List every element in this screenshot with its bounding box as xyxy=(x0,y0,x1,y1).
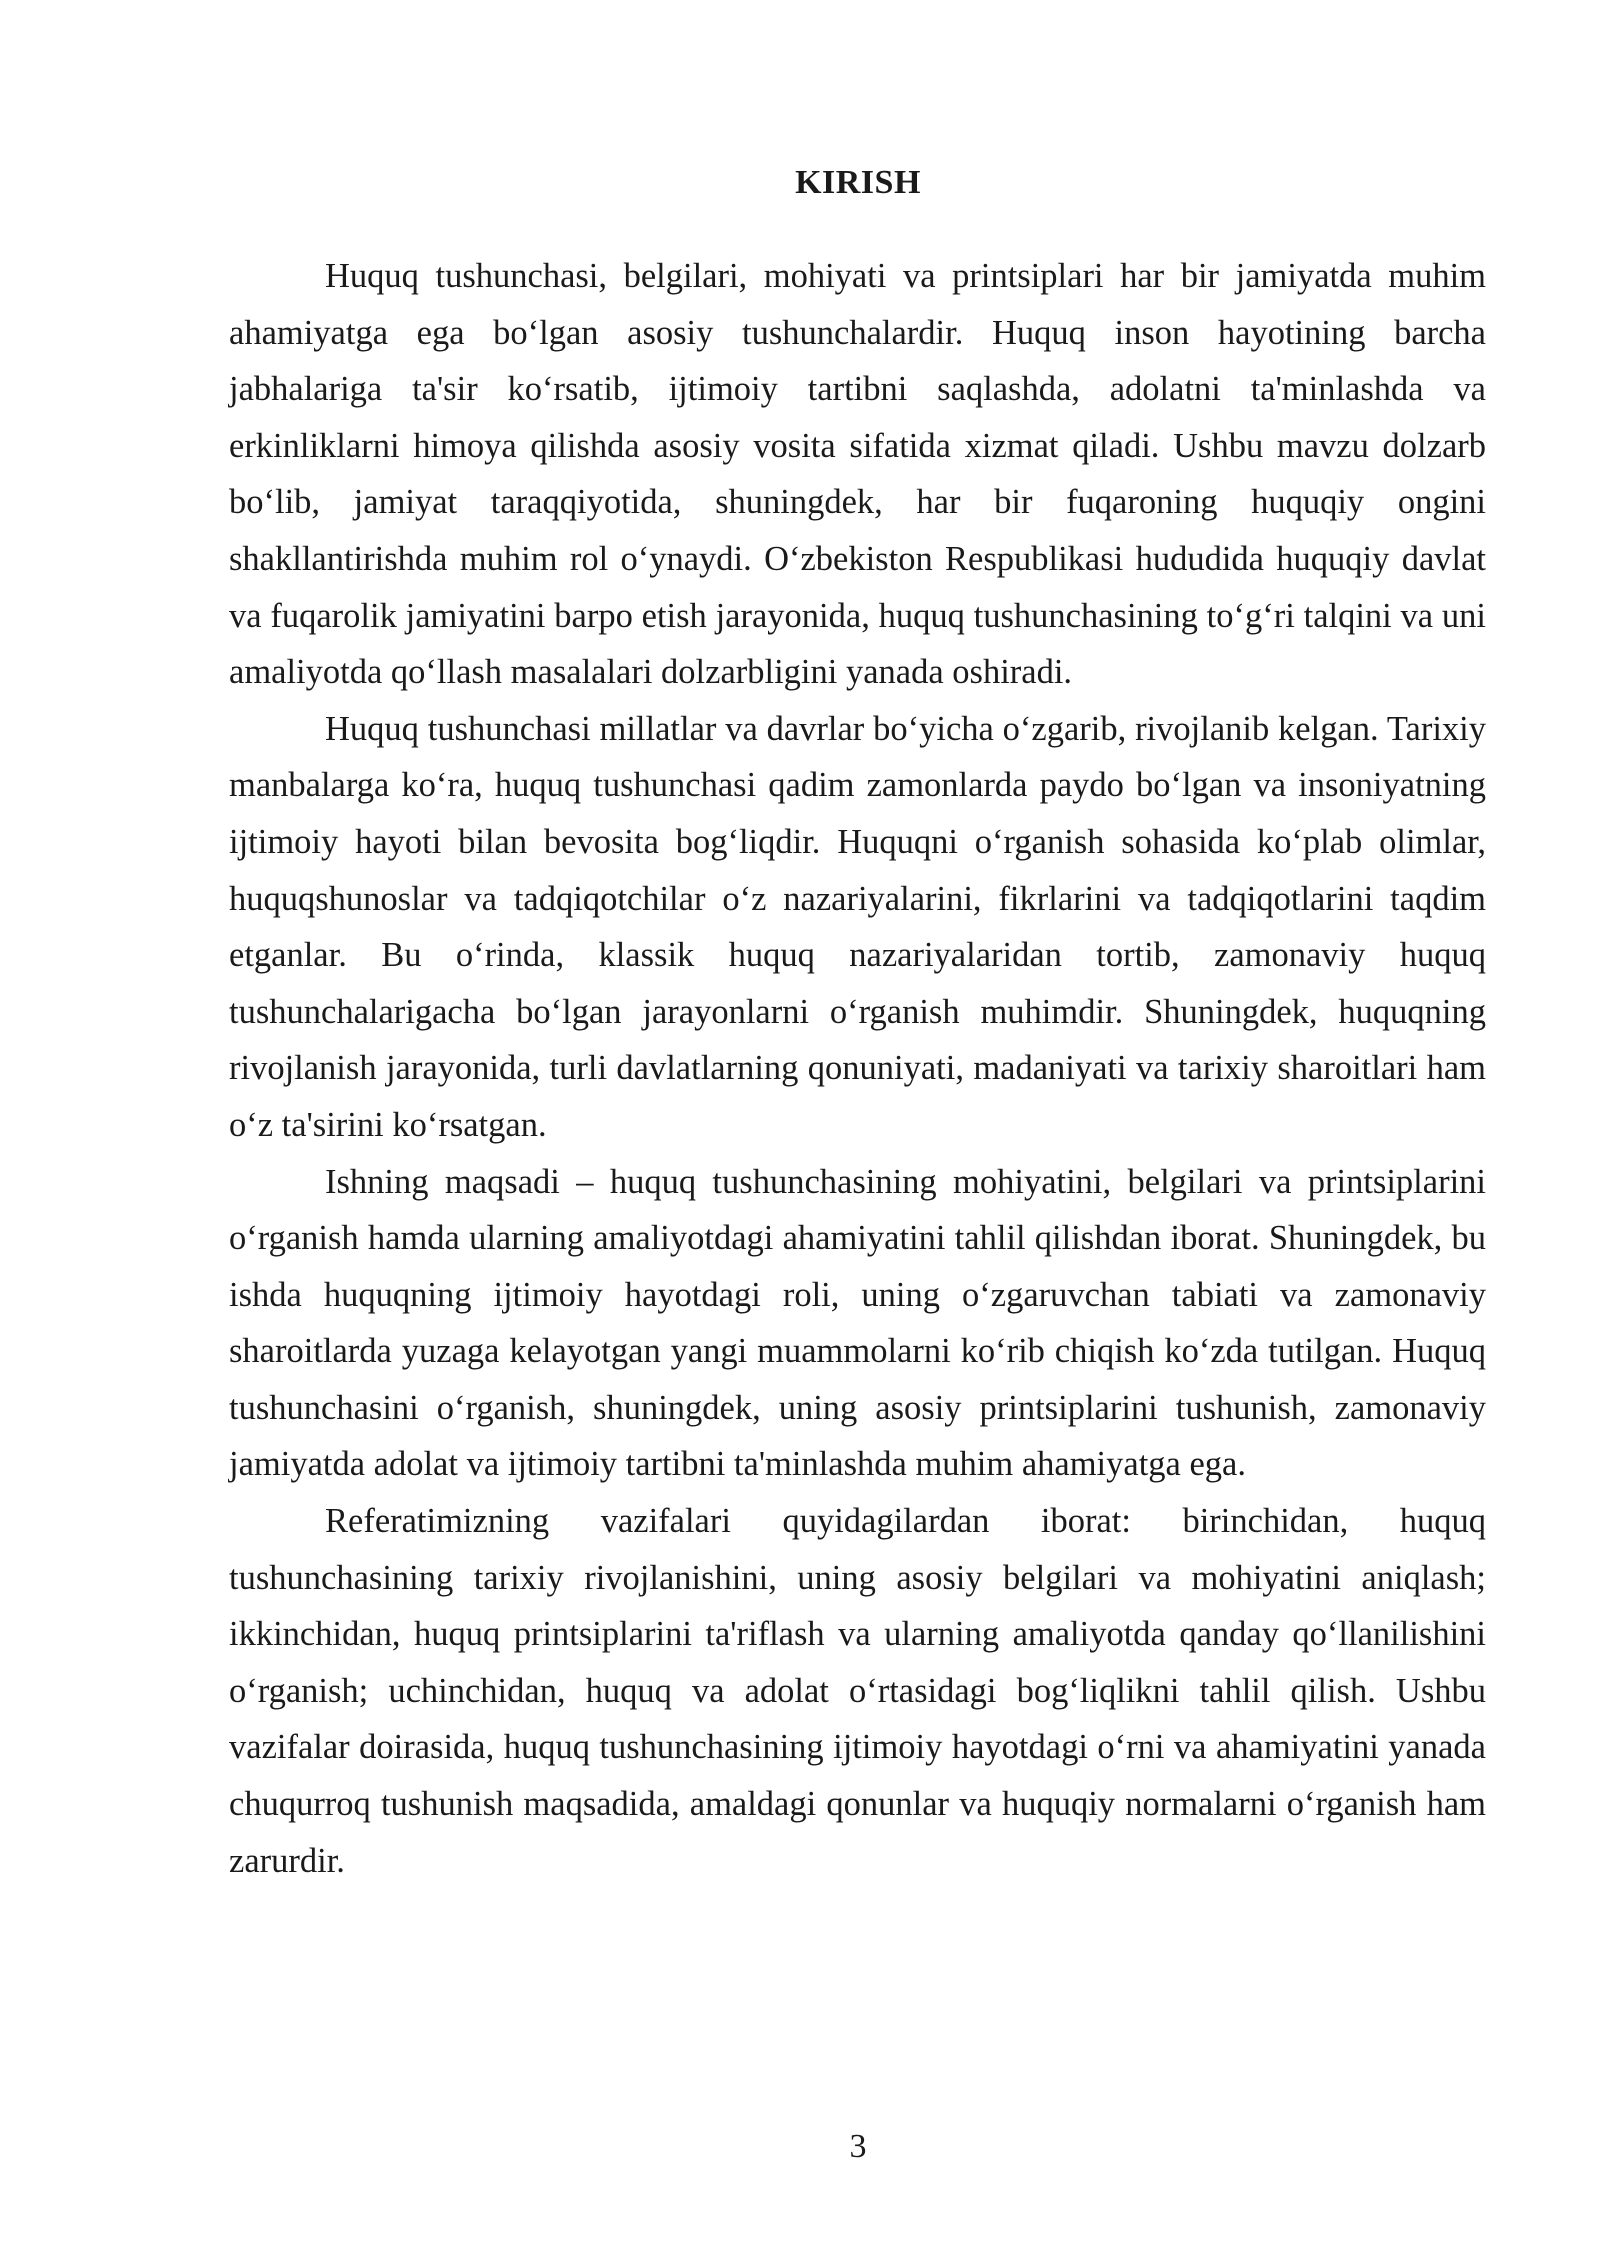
page-number: 3 xyxy=(849,2128,867,2165)
page-title: KIRISH xyxy=(795,164,921,201)
body-text xyxy=(229,248,1486,1889)
paragraph-tasks: Referatimizning vazifalari quyidagilardan iborat: birinchidan, huquq tushunchasining tarixiy rivojlanishini, uning asosiy belgilari va mohiyatini aniqlash; ikkinchidan, huquq printsiplarini ta'riflash va ularning amaliyotda qanday qo‘llanilishini o‘rganish; uchinchidan, huquq va adolat o‘rtasidagi bog‘liqlikni tahlil qilish. Ushbu vazifalar doirasida, huquq tushunchasining ijtimoiy hayotdagi o‘rni va ahamiyatini yanada chuqurroq tushunish maqsadida, amaldagi qonunlar va huquqiy normalarni o‘rganish ham zarurdir. xyxy=(229,1502,1486,1880)
paragraph-goal: Ishning maqsadi – huquq tushunchasining mohiyatini, belgilari va printsiplarini o‘rganish hamda ularning amaliyotdagi ahamiyatini tahlil qilishdan iborat. Shuningdek, bu ishda huquqning ijtimoiy hayotdagi roli, uning o‘zgaruvchan tabiati va zamonaviy sharoitlarda yuzaga kelayotgan yangi muammolarni ko‘rib chiqish ko‘zda tutilgan. Huquq tushunchasini o‘rganish, shuningdek, uning asosiy printsiplarini tushunish, zamonaviy jamiyatda adolat va ijtimoiy tartibni ta'minlashda muhim ahamiyatga ega. xyxy=(229,1162,1486,1484)
paragraph-history: Huquq tushunchasi millatlar va davrlar bo‘yicha o‘zgarib, rivojlanib kelgan. Tarixiy manbalarga ko‘ra, huquq tushunchasi qadim zamonlarda paydo bo‘lgan va insoniyatning ijtimoiy hayoti bilan bevosita bog‘liqdir. Huquqni o‘rganish sohasida ko‘plab olimlar, huquqshunoslar va tadqiqotchilar o‘z nazariyalarini, fikrlarini va tadqiqotlarini taqdim etganlar. Bu o‘rinda, klassik huquq nazariyalaridan tortib, zamonaviy huquq tushunchalarigacha bo‘lgan jarayonlarni o‘rganish muhimdir. Shuningdek, huquqning rivojlanish jarayonida, turli davlatlarning qonuniyati, madaniyati va tarixiy sharoitlari ham o‘z ta'sirini ko‘rsatgan. xyxy=(229,709,1486,1144)
paragraph-intro: Huquq tushunchasi, belgilari, mohiyati va printsiplari har bir jamiyatda muhim ahamiyatga ega bo‘lgan asosiy tushunchalardir. Huquq inson hayotining barcha jabhalariga ta'sir ko‘rsatib, ijtimoiy tartibni saqlashda, adolatni ta'minlashda va erkinliklarni himoya qilishda asosiy vosita sifatida xizmat qiladi. Ushbu mavzu dolzarb bo‘lib, jamiyat taraqqiyotida, shuningdek, har bir fuqaroning huquqiy ongini shakllantirishda muhim rol o‘ynaydi. O‘zbekiston Respublikasi hududida huquqiy davlat va fuqarolik jamiyatini barpo etish jarayonida, huquq tushunchasining to‘g‘ri talqini va uni amaliyotda qo‘llash masalalari dolzarbligini yanada oshiradi. xyxy=(229,257,1486,692)
